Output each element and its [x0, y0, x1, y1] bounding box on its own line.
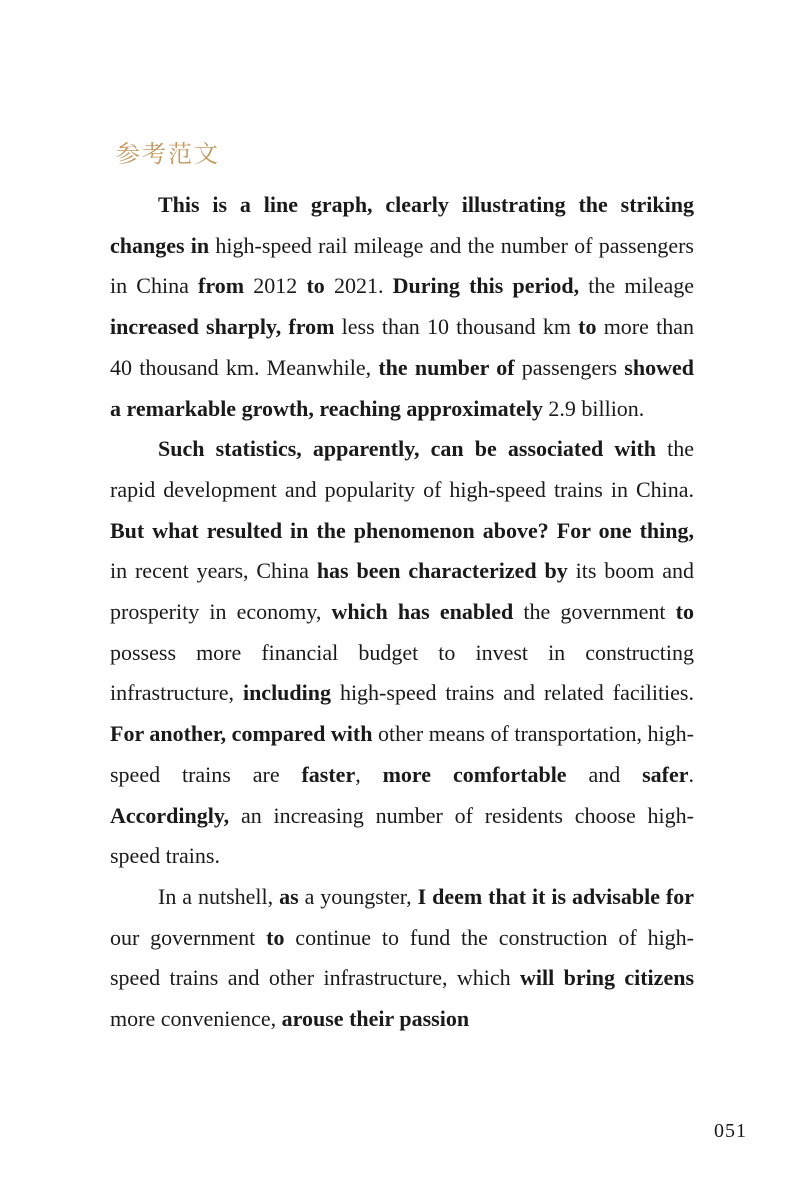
- text-run: other means of transportation, high-speed trains are: [110, 721, 694, 787]
- bold-phrase: to: [675, 599, 694, 625]
- text-run: ,: [355, 761, 383, 787]
- section-heading: 参考范文: [116, 140, 220, 168]
- text-run: high-speed rail mileage and the number of passengers in China: [110, 232, 694, 299]
- text-run: 2021.: [324, 273, 393, 299]
- text-run: a youngster,: [298, 883, 418, 909]
- bold-phrase: This is a line graph, clearly illustrating the striking changes in: [110, 192, 694, 258]
- bold-phrase: arouse their passion: [281, 1006, 470, 1032]
- essay-body: [110, 185, 694, 1040]
- bold-phrase: to: [306, 273, 325, 299]
- bold-phrase: has been characterized by: [316, 558, 568, 584]
- bold-phrase: For another, compared with: [110, 721, 373, 747]
- text-run: 2.9 billion.: [542, 395, 645, 421]
- paragraph-1: [110, 185, 694, 429]
- bold-phrase: as: [279, 883, 299, 909]
- text-run: and: [566, 761, 643, 787]
- text-run: its boom and prosperity in economy,: [110, 558, 695, 625]
- text-run: passengers: [514, 354, 625, 380]
- text-run: possess more financial budget to invest in constructing infrastructure,: [110, 639, 694, 706]
- bold-phrase: Such statistics, apparently, can be associated with: [158, 436, 656, 462]
- text-run: the mileage: [579, 273, 695, 299]
- bold-phrase: including: [242, 680, 331, 706]
- bold-phrase: Accordingly,: [110, 802, 230, 828]
- bold-phrase: to: [266, 924, 285, 950]
- bold-phrase: safer: [642, 761, 689, 787]
- bold-phrase: from: [198, 273, 245, 299]
- paragraph-3: [110, 877, 694, 1040]
- text-run: .: [688, 761, 695, 787]
- text-run: high-speed trains and related facilities.: [331, 680, 694, 706]
- text-run: more convenience,: [110, 1006, 282, 1032]
- page-number: 051: [714, 1120, 747, 1142]
- bold-phrase: faster: [301, 761, 356, 787]
- text-run: continue to fund the construction of high-speed trains and other infrastructure, which: [110, 924, 695, 991]
- bold-phrase: I deem that it is advisable for: [417, 883, 694, 909]
- text-run: an increasing number of residents choose high-speed trains.: [110, 802, 694, 869]
- text-run: the government: [513, 599, 676, 625]
- text-run: more than 40 thousand km. Meanwhile,: [110, 314, 694, 380]
- text-run: In a nutshell,: [158, 883, 280, 909]
- text-run: 2012: [244, 273, 307, 299]
- bold-phrase: But what resulted in the phenomenon above? For one thing,: [110, 517, 694, 543]
- bold-phrase: which has enabled: [331, 599, 514, 625]
- text-run: less than 10 thousand km: [334, 314, 579, 340]
- paragraph-2: [110, 429, 694, 877]
- bold-phrase: During this period,: [392, 273, 580, 299]
- text-run: in recent years, China: [110, 558, 317, 584]
- bold-phrase: the number of: [378, 354, 515, 380]
- bold-phrase: showed a remarkable growth, reaching approximately: [110, 354, 694, 421]
- text-run: our government: [110, 924, 267, 950]
- bold-phrase: increased sharply, from: [110, 314, 335, 340]
- bold-phrase: more comfortable: [382, 761, 567, 787]
- bold-phrase: to: [578, 314, 597, 340]
- text-run: the rapid development and popularity of high-speed trains in China.: [110, 436, 694, 502]
- bold-phrase: will bring citizens: [520, 965, 694, 991]
